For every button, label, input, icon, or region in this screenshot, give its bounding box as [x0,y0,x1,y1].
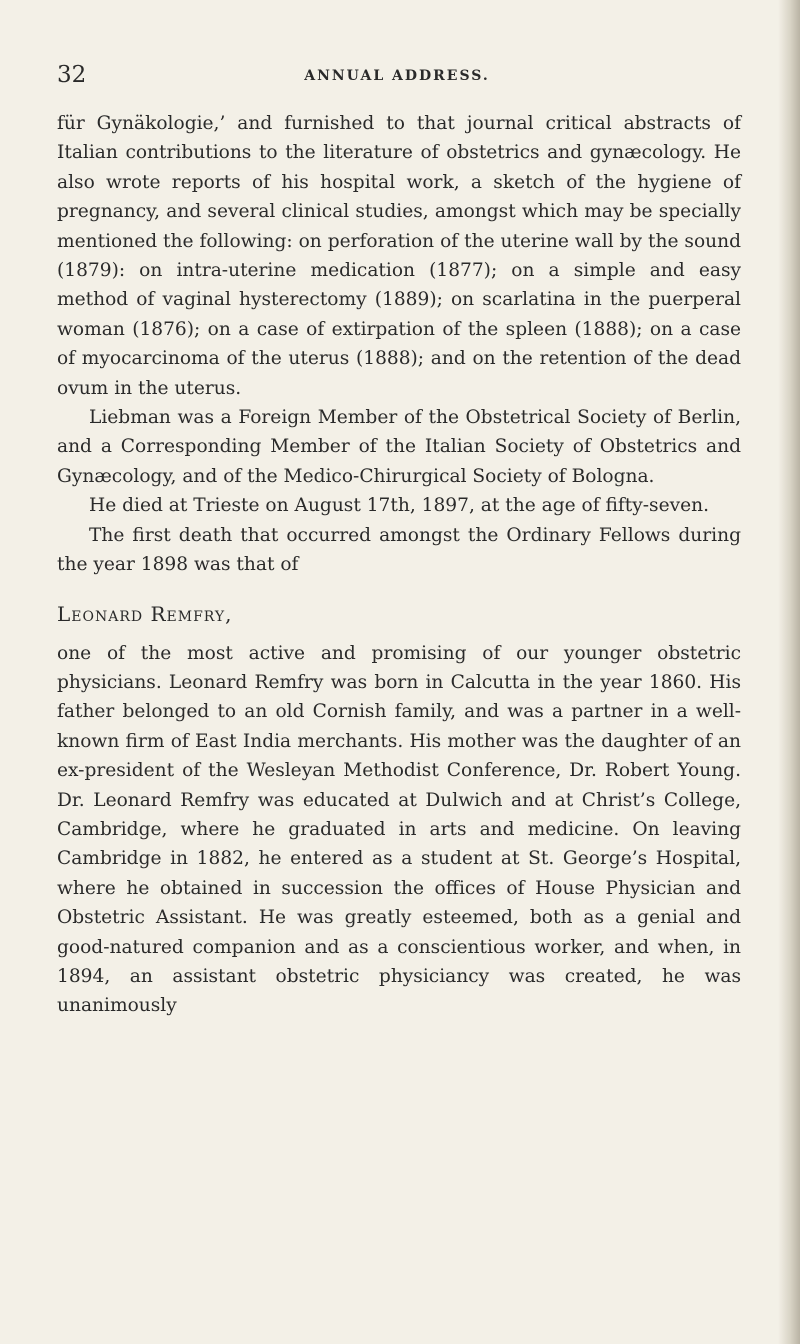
running-head: ANNUAL ADDRESS. [304,68,490,84]
page-edge-shadow [778,0,800,1344]
paragraph-continuation: für Gynäkologie,’ and furnished to that journal critical abstracts of Italian contributions to the literature of obstetrics and gynæcology. He also wrote reports of his hospital work, a sketch of the hygiene of pregnancy, and several clinical studies, amongst which may be specially mentioned the following: on perforation of the uterine wall by the sound (1879): on intra-uterine medication (1877); on a simple and easy method of vaginal hysterectomy (1889); on scarlatina in the puerperal woman (1876); on a case of extirpation of the spleen (1888); on a case of myocarcinoma of the uterus (1888); and on the retention of the dead ovum in the uterus. [57,113,741,399]
paragraph-membership: Liebman was a Foreign Member of the Obstetrical Society of Berlin, and a Corresponding Member of the Italian Society of Obstetrics and Gynæcology, and of the Medico-Chirurgical Society of Bologna. [57,407,741,487]
page-number: 32 [57,62,87,88]
body-text [57,109,741,1021]
paragraph-first-death: The first death that occurred amongst the Ordinary Fellows during the year 1898 was that of [57,524,741,576]
paragraph-death: He died at Trieste on August 17th, 1897, at the age of fifty-seven. [89,495,709,517]
paragraph-remfry-biography: one of the most active and promising of our younger obstetric physicians. Leonard Remfry was born in Calcutta in the year 1860. His father belonged to an old Cornish family, and was a partner in a well-known firm of East India merchants. His mother was the daughter of an ex-president of the Wesleyan Methodist Conference, Dr. Robert Young. Dr. Leonard Remfry was educated at Dulwich and at Christ’s College, Cambridge, where he graduated in arts and medicine. On leaving Cambridge in 1882, he entered as a student at St. George’s Hospital, where he obtained in succession the offices of House Physician and Obstetric Assistant. He was greatly esteemed, both as a genial and good-natured companion and as a conscientious worker, and when, in 1894, an assistant obstetric physiciancy was created, he was unanimously [57,642,741,1017]
page-header [57,60,737,90]
section-heading: Leonard Remfry, [57,601,233,626]
